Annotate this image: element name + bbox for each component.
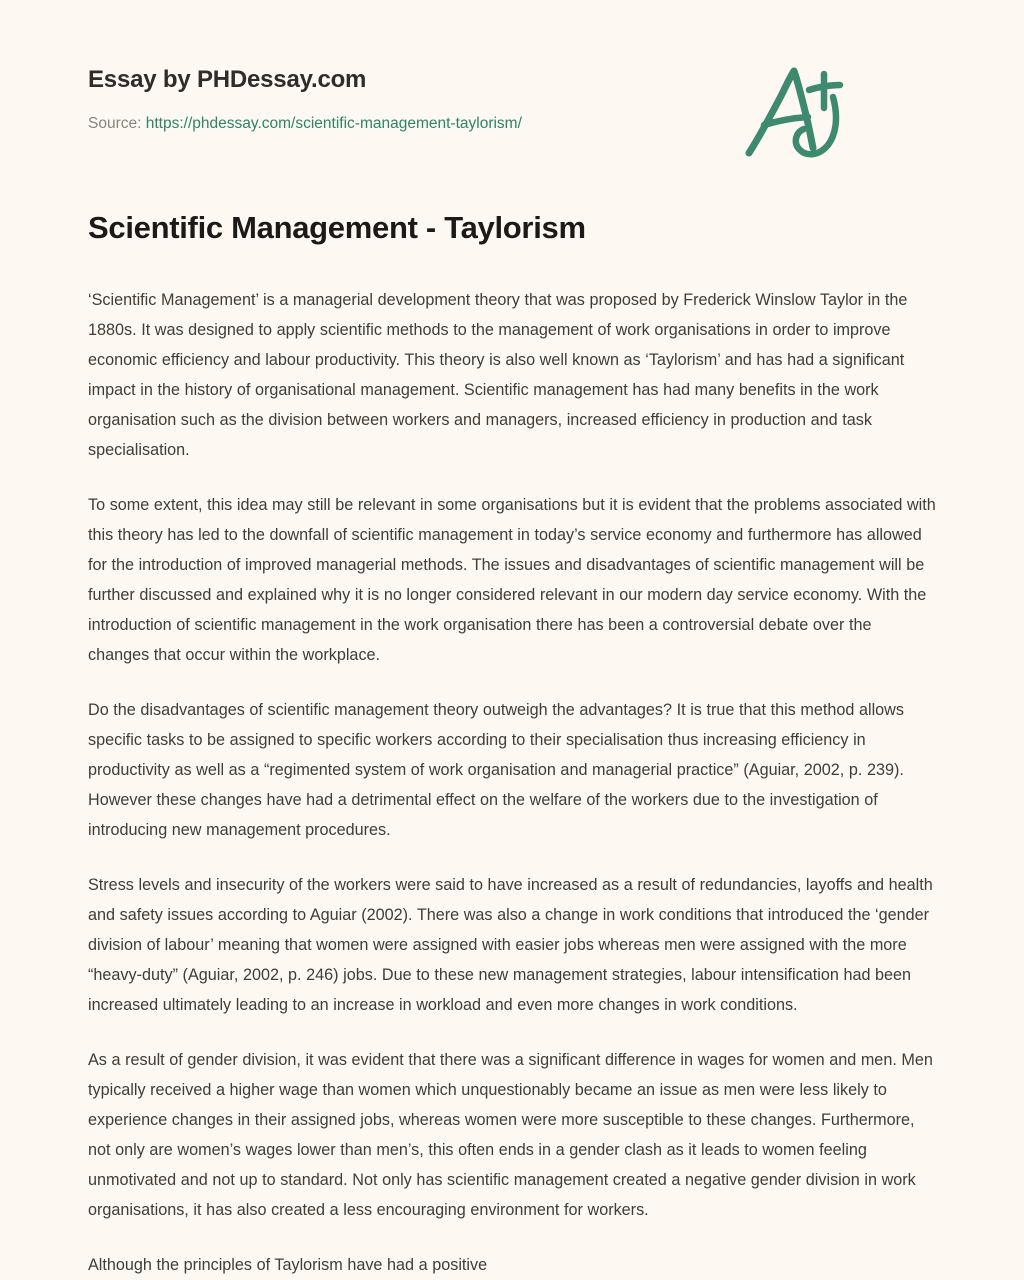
body-paragraph: Do the disadvantages of scientific management theory outweigh the advantages? It is true that this method allows specific tasks to be assigned to specific workers according to their specialisation thus increasing efficiency in productivity as well as a “regimented system of work organisation and managerial practice” (Aguiar, 2002, p. 239). However these changes have had a detrimental effect on the welfare of the workers due to the investigation of introducing new management procedures.: [88, 700, 904, 839]
source-url-link[interactable]: https://phdessay.com/scientific-management-taylorism/: [145, 114, 522, 132]
source-label: Source:: [88, 114, 142, 132]
article-body: [88, 285, 936, 1280]
body-paragraph: Stress levels and insecurity of the workers were said to have increased as a result of redundancies, layoffs and health and safety issues according to Aguiar (2002). There was also a change in work conditions that introduced the ‘gender division of labour’ meaning that women were assigned with easier jobs whereas men were assigned with the more “heavy-duty” (Aguiar, 2002, p. 246) jobs. Due to these new management strategies, labour intensification had been increased ultimately leading to an increase in workload and even more changes in work conditions.: [88, 875, 933, 1014]
brand-title: Essay by PHDessay.com: [88, 66, 367, 93]
body-paragraph: To some extent, this idea may still be relevant in some organisations but it is evident that the problems associated with this theory has led to the downfall of scientific management in today’s service economy and furthermore has allowed for the introduction of improved managerial methods. The issues and disadvantages of scientific management will be further discussed and explained why it is no longer considered relevant in our modern day service economy. With the introduction of scientific management in the work organisation there has been a controversial debate over the changes that occur within the workplace.: [88, 495, 936, 664]
body-paragraph: ‘Scientific Management’ is a managerial development theory that was proposed by Frederick Winslow Taylor in the 1880s. It was designed to apply scientific methods to the management of work organisations in order to improve economic efficiency and labour productivity. This theory is also well known as ‘Taylorism’ and has had a significant impact in the history of organisational management. Scientific management has had many benefits in the work organisation such as the division between workers and managers, increased efficiency in production and task specialisation.: [88, 290, 908, 459]
page-masthead: [88, 0, 936, 132]
page-title: Scientific Management - Taylorism: [88, 210, 586, 245]
body-paragraph: As a result of gender division, it was evident that there was a significant difference in wages for women and men. Men typically received a higher wage than women which unquestionably became an issue as men were less likely to experience changes in their assigned jobs, whereas women were more susceptible to these changes. Furthermore, not only are women’s wages lower than men’s, this often ends in a gender clash as it leads to women feeling unmotivated and not up to standard. Not only has scientific management created a negative gender division in work organisations, it has also created a less encouraging environment for workers.: [88, 1050, 933, 1219]
source-line: [88, 114, 936, 134]
body-paragraph: Although the principles of Taylorism have had a positive: [88, 1255, 488, 1274]
